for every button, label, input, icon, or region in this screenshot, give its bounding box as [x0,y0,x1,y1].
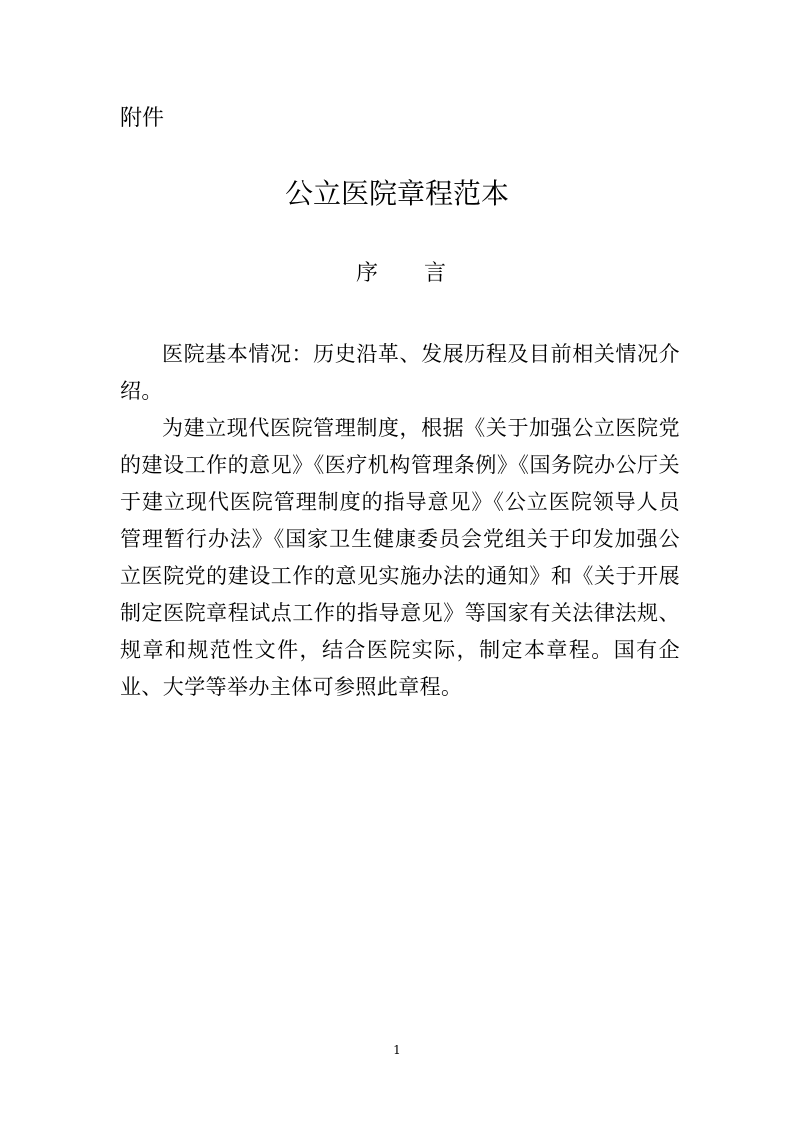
section-heading-char-1: 序 [356,261,379,286]
document-title: 公立医院章程范本 [284,177,509,210]
attachment-label: 附件 [120,106,165,131]
section-heading-preface [356,258,446,290]
page-number: 1 [393,1043,401,1057]
section-heading-char-2: 言 [423,261,446,286]
paragraph-hospital-basic-info: 医院基本情况：历史沿革、发展历程及目前相关情况介绍。 [120,342,680,403]
paragraph-legal-basis: 为建立现代医院管理制度，根据《关于加强公立医院党的建设工作的意见》《医疗机构管理条例》《国务院办公厅关于建立现代医院管理制度的指导意见》《公立医院领导人员管理暂行办法》《国家卫生健康委员会党组关于印发加强公立医院党的建设工作的意见实施办法的通知》和《关于开展制定医院章程试点工作的指导意见》等国家有关法律法规、规章和规范性文件，结合医院实际，制定本章程。国有企业、大学等举办主体可参照此章程。 [120,416,680,699]
preface-body [120,336,680,706]
